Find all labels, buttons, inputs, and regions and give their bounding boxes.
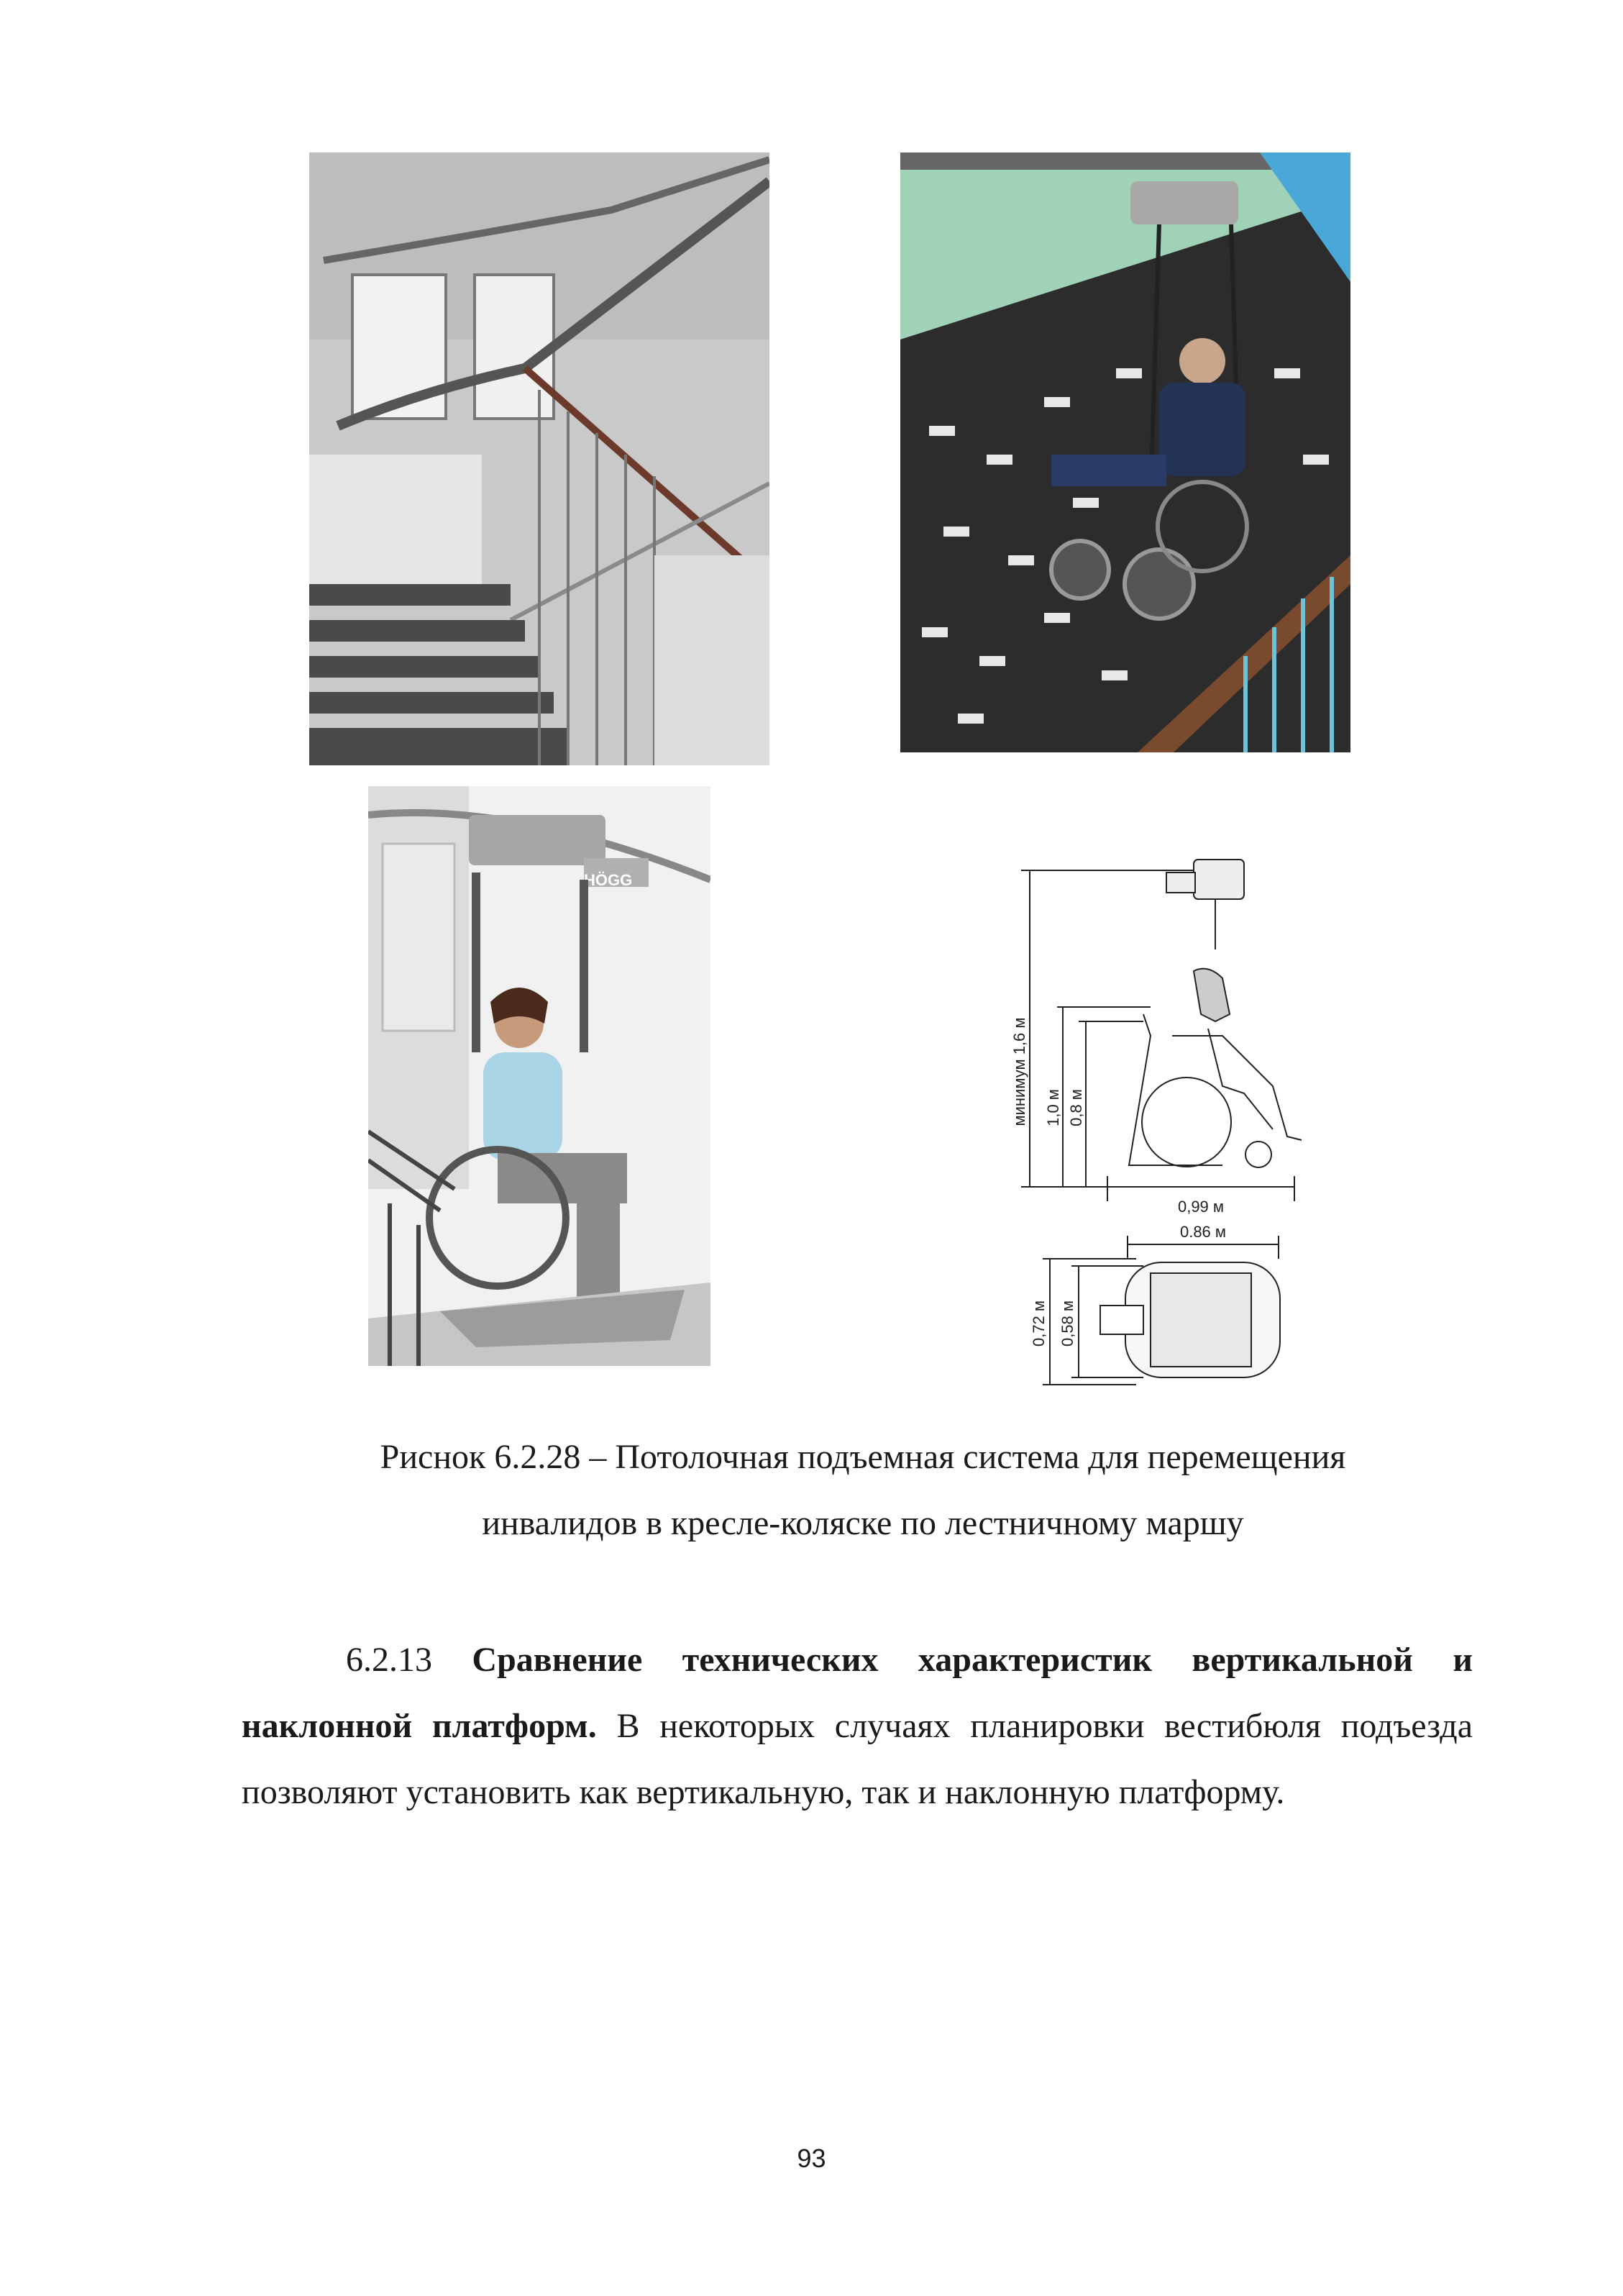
photo-man-on-lift <box>900 152 1350 752</box>
dim-label-0-99: 0,99 м <box>1177 1198 1225 1216</box>
photo-stairwell-rail <box>309 152 769 765</box>
dim-label-0-8: 0,8 м <box>1067 1089 1085 1126</box>
dim-label-0-86: 0.86 м <box>1179 1223 1227 1241</box>
photo-woman-on-platform <box>368 786 710 1366</box>
section-paragraph <box>242 1627 1473 1826</box>
dim-label-1-0: 1,0 м <box>1044 1089 1062 1126</box>
brand-label: HÖGG <box>584 871 633 889</box>
dim-label-0-58: 0,58 м <box>1059 1300 1076 1347</box>
section-number: 6.2.13 <box>346 1641 432 1679</box>
figure-caption <box>216 1424 1510 1557</box>
drawing-dimensions <box>1000 849 1373 1410</box>
section-heading: Сравнение технических характеристик вертикальной и наклонной платформ. <box>242 1641 1473 1745</box>
section-body: В некоторых случаях планировки вестибюля подъезда позволяют установить как вертикальную, так и наклонную платформу. <box>242 1707 1473 1811</box>
caption-line-1: Риснок 6.2.28 – Потолочная подъемная система для перемещения <box>380 1438 1346 1476</box>
page-number: 93 <box>797 2144 826 2173</box>
caption-line-2: инвалидов в кресле-коляске по лестничному маршу <box>482 1504 1244 1542</box>
dim-label-0-72: 0,72 м <box>1030 1300 1048 1347</box>
dim-label-min-height: минимум 1,6 м <box>1010 1017 1028 1126</box>
